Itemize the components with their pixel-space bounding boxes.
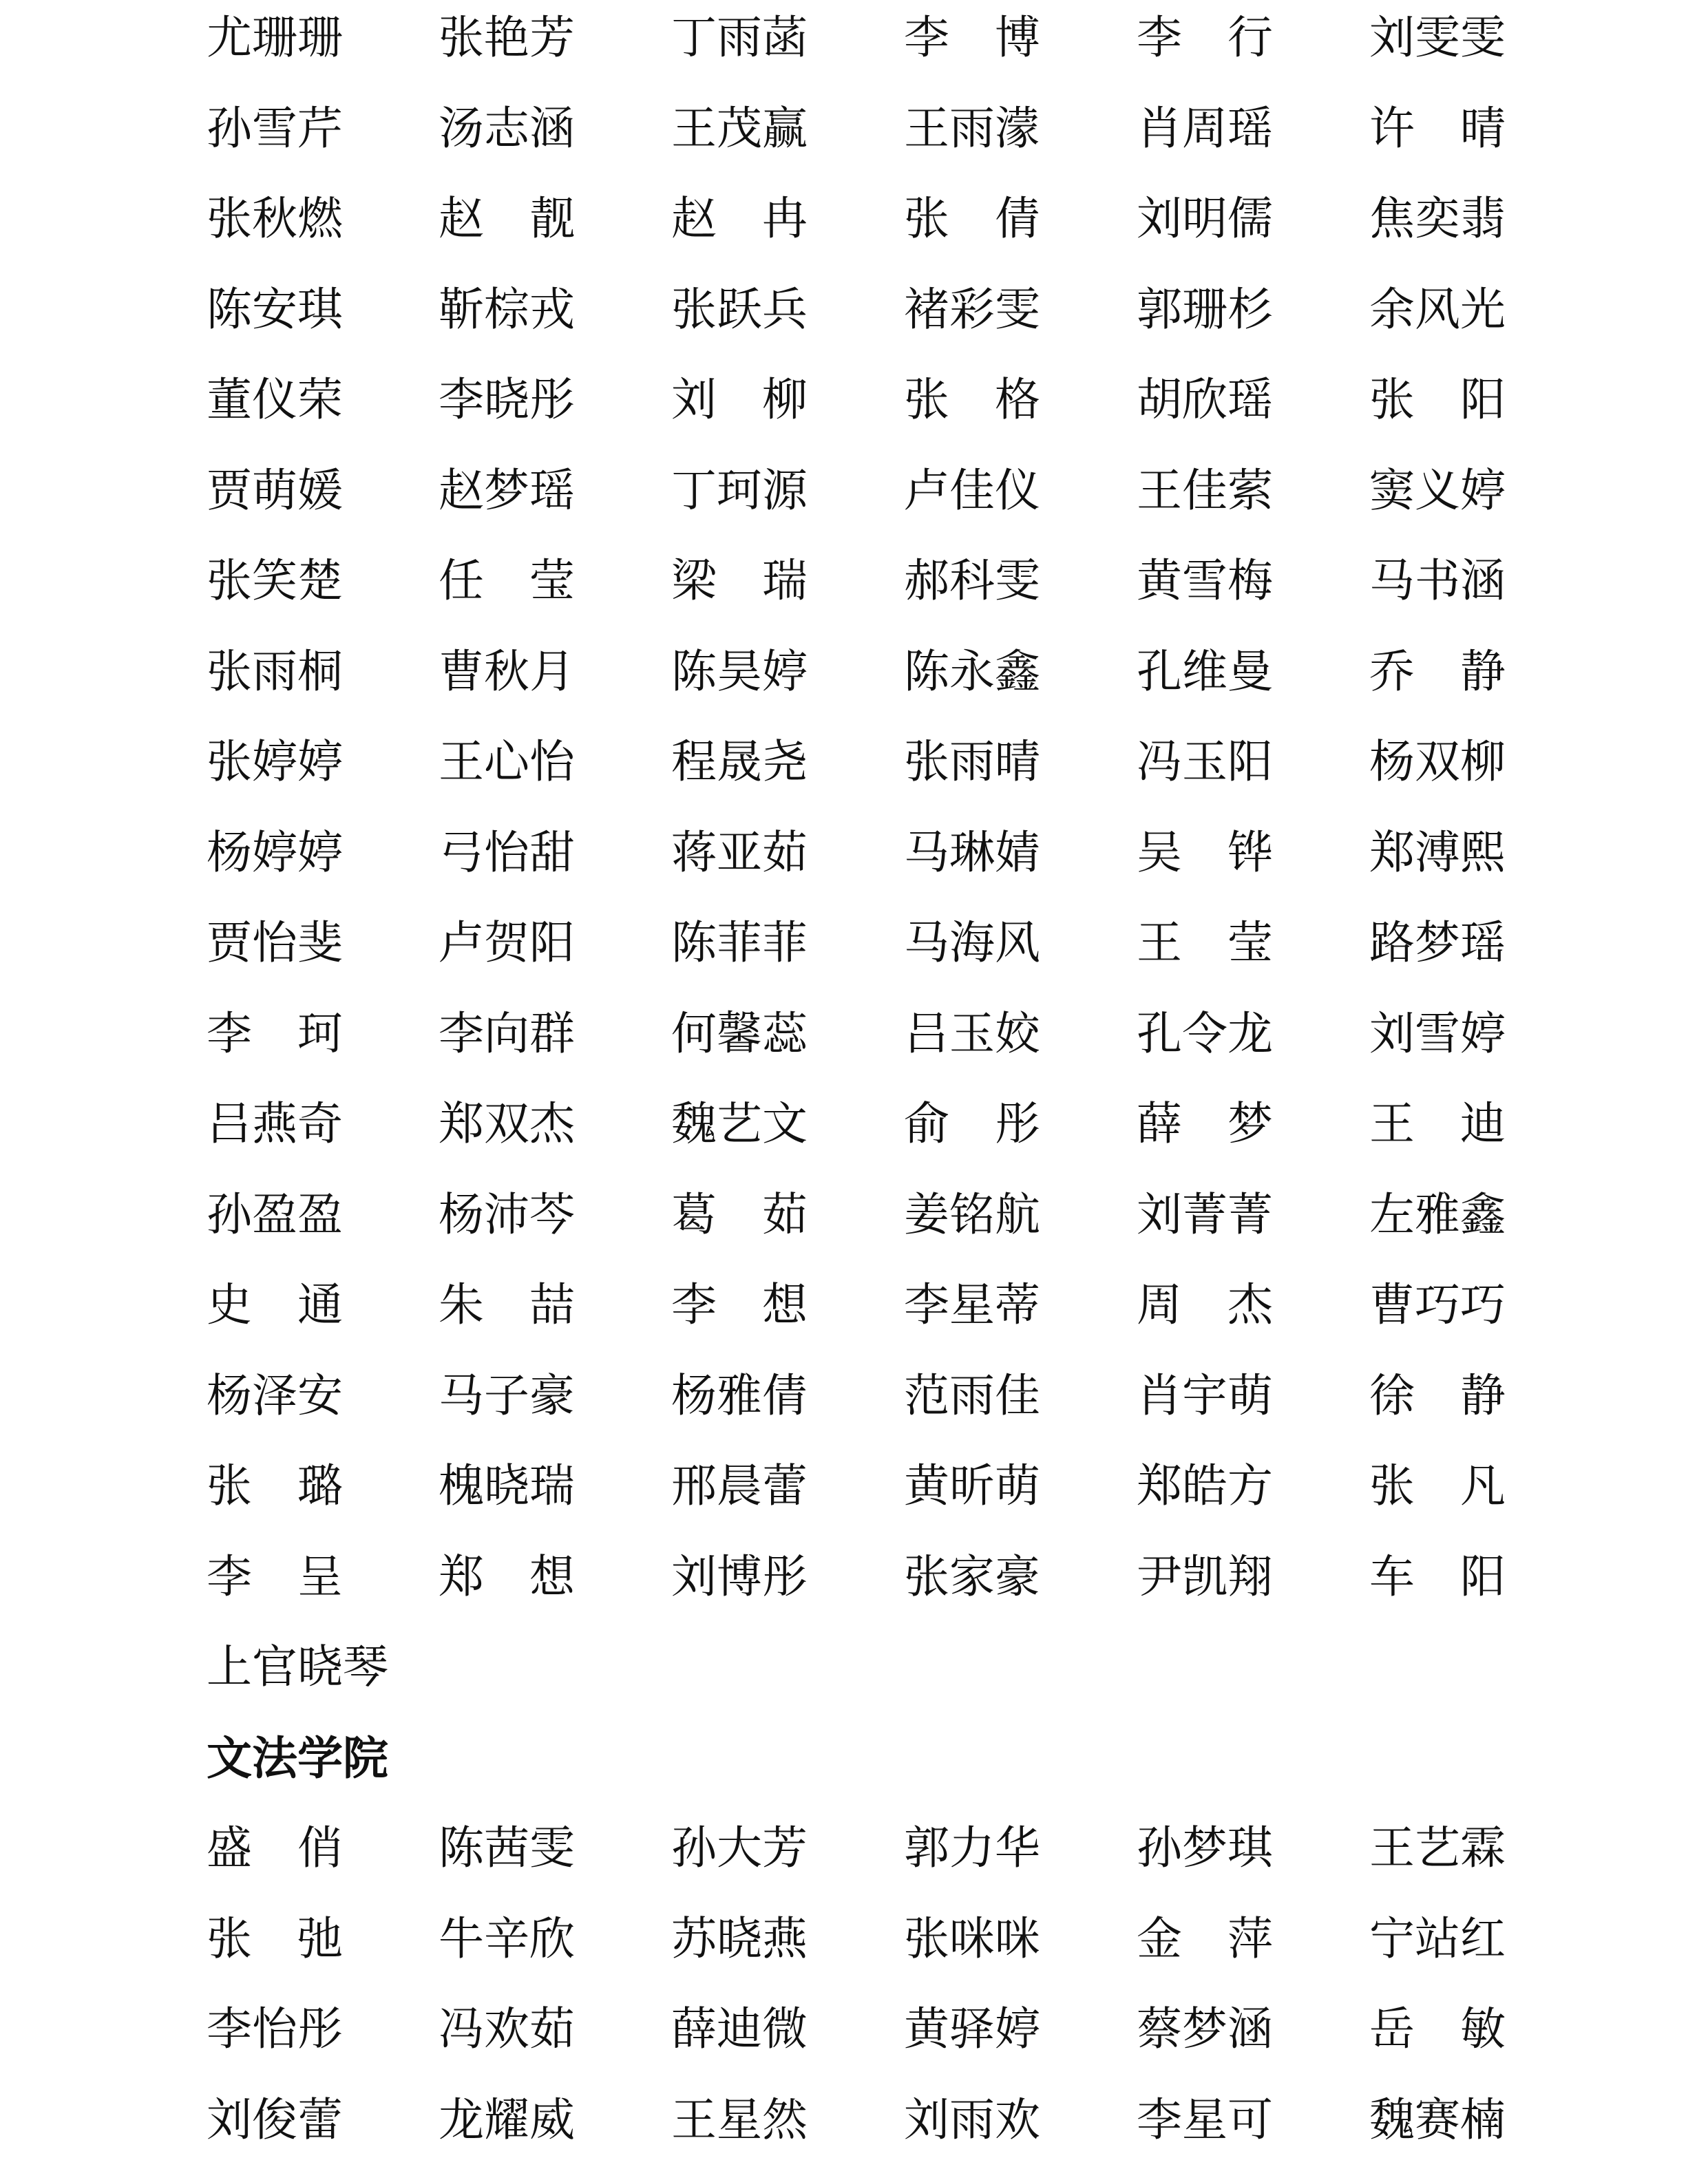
person-name: 张弛 xyxy=(207,1912,388,1965)
person-name: 槐晓瑞 xyxy=(439,1459,575,1512)
person-name: 吕玉姣 xyxy=(904,1006,1040,1060)
person-name: 冯欢茹 xyxy=(439,2002,575,2055)
name-row xyxy=(207,1358,1551,1434)
person-name: 许晴 xyxy=(1369,101,1551,155)
person-name: 丁珂源 xyxy=(671,463,808,517)
person-name: 贾怡斐 xyxy=(207,916,343,969)
person-name: 李呈 xyxy=(207,1549,388,1603)
person-name: 宁站红 xyxy=(1369,1912,1506,1965)
person-name: 刘博彤 xyxy=(671,1549,808,1603)
person-name: 焦奕翡 xyxy=(1369,192,1506,245)
person-name: 马书涵 xyxy=(1369,554,1506,607)
person-name: 姜铭航 xyxy=(904,1187,1040,1241)
person-name: 李想 xyxy=(671,1278,853,1331)
person-name: 蒋亚茹 xyxy=(671,825,808,879)
name-row xyxy=(207,815,1515,891)
person-name: 薛梦 xyxy=(1137,1097,1318,1150)
person-name: 黄雪梅 xyxy=(1137,554,1273,607)
person-name: 孙梦琪 xyxy=(1137,1821,1273,1874)
name-row xyxy=(207,0,1515,76)
person-name: 黄驿婷 xyxy=(904,2002,1040,2055)
person-name: 郑双杰 xyxy=(439,1097,575,1150)
person-name: 刘明儒 xyxy=(1137,192,1273,245)
person-name: 程晟尧 xyxy=(671,735,808,788)
person-name: 李珂 xyxy=(207,1006,388,1060)
person-name: 陈昊婷 xyxy=(671,644,808,698)
person-name: 何馨蕊 xyxy=(671,1006,808,1060)
name-row xyxy=(207,1991,1551,2067)
person-name: 龙耀威 xyxy=(439,2093,575,2146)
name-row xyxy=(207,362,1551,438)
person-name: 张笑楚 xyxy=(207,554,343,607)
person-name: 张家豪 xyxy=(904,1549,1040,1603)
person-name: 褚彩雯 xyxy=(904,282,1040,336)
person-name: 肖周瑶 xyxy=(1137,101,1273,155)
person-name: 杨沛芩 xyxy=(439,1187,575,1241)
person-name: 陈永鑫 xyxy=(904,644,1040,698)
person-name: 朱喆 xyxy=(439,1278,620,1331)
person-name: 刘雯雯 xyxy=(1369,11,1506,64)
person-name: 张雨桐 xyxy=(207,644,343,698)
person-name: 邢晨蕾 xyxy=(671,1459,808,1512)
person-name: 陈茜雯 xyxy=(439,1821,575,1874)
person-name: 吕燕奇 xyxy=(207,1097,343,1150)
person-name: 李晓彤 xyxy=(439,373,575,426)
person-name: 魏艺文 xyxy=(671,1097,808,1150)
name-row xyxy=(207,1810,1515,1886)
person-name: 孔令龙 xyxy=(1137,1006,1273,1060)
person-name: 孙雪芹 xyxy=(207,101,343,155)
person-name: 左雅鑫 xyxy=(1369,1187,1506,1241)
name-row xyxy=(207,1448,1551,1524)
person-name: 马海风 xyxy=(904,916,1040,969)
person-name: 张婷婷 xyxy=(207,735,343,788)
person-name: 李向群 xyxy=(439,1006,575,1060)
section-title-college-of-arts-and-law: 文法学院 xyxy=(207,1731,388,1785)
person-name: 王星然 xyxy=(671,2093,808,2146)
person-name: 牛辛欣 xyxy=(439,1912,575,1965)
person-name: 靳棕戎 xyxy=(439,282,575,336)
person-name: 金萍 xyxy=(1137,1912,1318,1965)
person-name: 岳敏 xyxy=(1369,2002,1551,2055)
person-name: 苏晓燕 xyxy=(671,1912,808,1965)
person-name: 汤志涵 xyxy=(439,101,575,155)
person-name: 刘雪婷 xyxy=(1369,1006,1506,1060)
person-name: 杨泽安 xyxy=(207,1368,343,1422)
name-row xyxy=(207,1629,1515,1705)
person-name: 郭力华 xyxy=(904,1821,1040,1874)
name-row xyxy=(207,91,1551,167)
person-name: 吴铧 xyxy=(1137,825,1318,879)
person-name: 蔡梦涵 xyxy=(1137,2002,1273,2055)
name-row xyxy=(207,272,1515,348)
person-name: 孙大芳 xyxy=(671,1821,808,1874)
person-name: 赵冉 xyxy=(671,192,853,245)
name-row xyxy=(207,543,1515,619)
person-name: 史通 xyxy=(207,1278,388,1331)
person-name: 王茂赢 xyxy=(671,101,808,155)
person-name: 郑想 xyxy=(439,1549,620,1603)
person-name: 李怡彤 xyxy=(207,2002,343,2055)
person-name: 张凡 xyxy=(1369,1459,1551,1512)
person-name: 尹凯翔 xyxy=(1137,1549,1273,1603)
person-name: 上官晓琴 xyxy=(207,1640,388,1693)
person-name: 卢佳仪 xyxy=(904,463,1040,517)
person-name: 张咪咪 xyxy=(904,1912,1040,1965)
person-name: 陈安琪 xyxy=(207,282,343,336)
person-name: 薛迪微 xyxy=(671,2002,808,2055)
name-row xyxy=(207,181,1515,257)
person-name: 刘俊蕾 xyxy=(207,2093,343,2146)
person-name: 余风光 xyxy=(1369,282,1506,336)
person-name: 郝科雯 xyxy=(904,554,1040,607)
person-name: 车阳 xyxy=(1369,1549,1551,1603)
person-name: 郭珊杉 xyxy=(1137,282,1273,336)
person-name: 李星蒂 xyxy=(904,1278,1040,1331)
person-name: 王雨濛 xyxy=(904,101,1040,155)
person-name: 刘菁菁 xyxy=(1137,1187,1273,1241)
name-row xyxy=(207,634,1551,710)
person-name: 马子豪 xyxy=(439,1368,575,1422)
person-name: 弓怡甜 xyxy=(439,825,575,879)
person-name: 肖宇萌 xyxy=(1137,1368,1273,1422)
name-row xyxy=(207,2082,1515,2158)
person-name: 王莹 xyxy=(1137,916,1318,969)
person-name: 张雨晴 xyxy=(904,735,1040,788)
person-name: 路梦瑶 xyxy=(1369,916,1506,969)
person-name: 徐静 xyxy=(1369,1368,1551,1422)
person-name: 王心怡 xyxy=(439,735,575,788)
person-name: 范雨佳 xyxy=(904,1368,1040,1422)
person-name: 赵靓 xyxy=(439,192,620,245)
name-row xyxy=(207,1086,1551,1162)
person-name: 孔维曼 xyxy=(1137,644,1273,698)
person-name: 张秋燃 xyxy=(207,192,343,245)
name-row xyxy=(207,905,1515,981)
person-name: 贾萌媛 xyxy=(207,463,343,517)
person-name: 张璐 xyxy=(207,1459,388,1512)
person-name: 刘柳 xyxy=(671,373,853,426)
name-row xyxy=(207,1539,1551,1615)
person-name: 尤珊珊 xyxy=(207,11,343,64)
person-name: 俞彤 xyxy=(904,1097,1086,1150)
person-name: 杨婷婷 xyxy=(207,825,343,879)
name-row xyxy=(207,1267,1515,1343)
person-name: 王佳萦 xyxy=(1137,463,1273,517)
person-name: 乔静 xyxy=(1369,644,1551,698)
person-name: 马琳婧 xyxy=(904,825,1040,879)
name-row xyxy=(207,1177,1515,1253)
person-name: 赵梦瑶 xyxy=(439,463,575,517)
person-name: 王艺霖 xyxy=(1369,1821,1506,1874)
person-name: 郑溥熙 xyxy=(1369,825,1506,879)
person-name: 杨双柳 xyxy=(1369,735,1506,788)
person-name: 梁瑞 xyxy=(671,554,853,607)
person-name: 张倩 xyxy=(904,192,1086,245)
name-row xyxy=(207,724,1515,800)
person-name: 丁雨菡 xyxy=(671,11,808,64)
name-row xyxy=(207,996,1515,1072)
person-name: 曹秋月 xyxy=(439,644,575,698)
person-name: 盛俏 xyxy=(207,1821,388,1874)
person-name: 周杰 xyxy=(1137,1278,1318,1331)
person-name: 郑皓方 xyxy=(1137,1459,1273,1512)
person-name: 曹巧巧 xyxy=(1369,1278,1506,1331)
person-name: 刘雨欢 xyxy=(904,2093,1040,2146)
person-name: 冯玉阳 xyxy=(1137,735,1273,788)
person-name: 张格 xyxy=(904,373,1086,426)
name-row xyxy=(207,453,1515,529)
person-name: 陈菲菲 xyxy=(671,916,808,969)
name-row xyxy=(207,1901,1515,1977)
person-name: 魏赛楠 xyxy=(1369,2093,1506,2146)
person-name: 窦义婷 xyxy=(1369,463,1506,517)
person-name: 张阳 xyxy=(1369,373,1551,426)
person-name: 杨雅倩 xyxy=(671,1368,808,1422)
person-name: 葛茹 xyxy=(671,1187,853,1241)
person-name: 黄昕萌 xyxy=(904,1459,1040,1512)
person-name: 董仪荣 xyxy=(207,373,343,426)
person-name: 张跃兵 xyxy=(671,282,808,336)
person-name: 李博 xyxy=(904,11,1086,64)
person-name: 李星可 xyxy=(1137,2093,1273,2146)
person-name: 胡欣瑶 xyxy=(1137,373,1273,426)
person-name: 王迪 xyxy=(1369,1097,1551,1150)
person-name: 孙盈盈 xyxy=(207,1187,343,1241)
person-name: 任莹 xyxy=(439,554,620,607)
person-name: 张艳芳 xyxy=(439,11,575,64)
person-name: 李行 xyxy=(1137,11,1318,64)
person-name: 卢贺阳 xyxy=(439,916,575,969)
